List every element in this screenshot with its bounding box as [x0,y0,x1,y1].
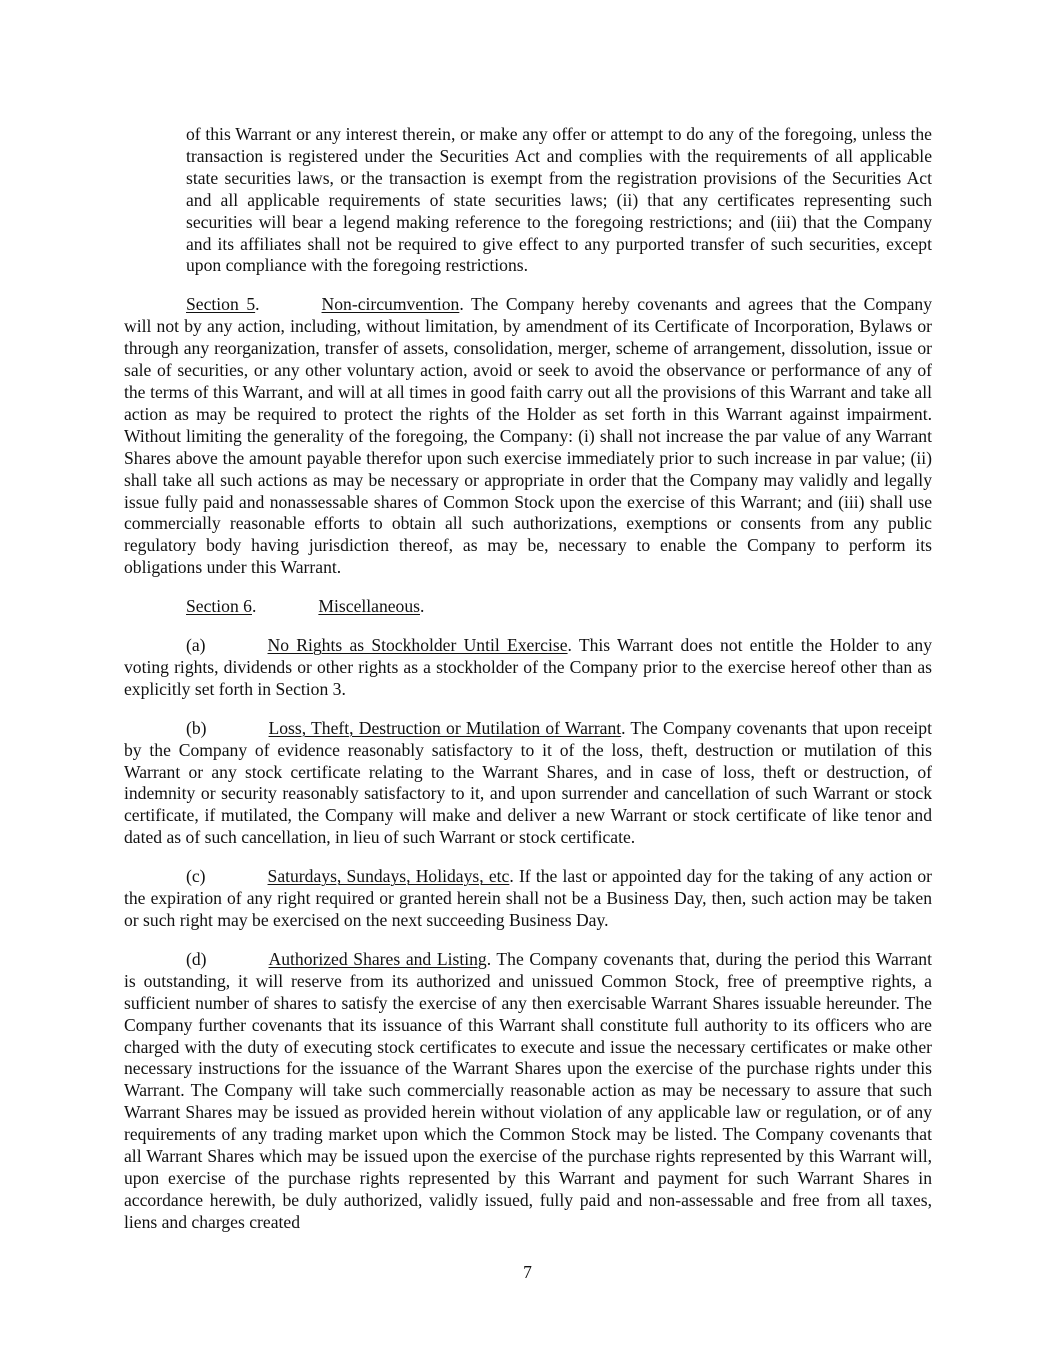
section-6-heading: Section 6. Miscellaneous. [186,596,425,617]
document-page [124,124,932,1251]
subsection-d-body: . The Company covenants that, during the period this Warrant is outstanding, it will reserve from its authorized and unissued Common Stock, free of preemptive rights, a sufficient number of shares to satisfy the exercise of any then exercisable Warrant Shares issuable hereunder. The Company further covenants that its issuance of this Warrant shall constitute full authority to its officers who are charged with the duty of executing stock certificates to execute and issue the necessary certificates or make other necessary instructions for the issuance of the Warrant Shares upon the exercise of the purchase rights under this Warrant. The Company will take such commercially reasonable action as may be necessary to assure that such Warrant Shares may be issued as provided herein without violation of any applicable law or regulation, or of any requirements of any trading market upon which the Common Stock may be listed. The Company covenants that all Warrant Shares which may be issued upon the exercise of the purchase rights represented by this Warrant will, upon exercise of the purchase rights represented by this Warrant and payment for such Warrant Shares in accordance herewith, be duly authorized, validly issued, fully paid and non-assessable and free from all taxes, liens and charges created [124,948,932,1232]
section-5-body: . The Company hereby covenants and agrees that the Company will not by any action, including, without limitation, by amendment of its Certificate of Incorporation, Bylaws or through any reorganization, transfer of assets, consolidation, merger, scheme of arrangement, dissolution, issue or sale of securities, or any other voluntary action, avoid or seek to avoid the observance or performance of any of the terms of this Warrant, and will at all times in good faith carry out all the provisions of this Warrant and take all action as may be required to protect the rights of the Holder as set forth in this Warrant against impairment. Without limiting the generality of the foregoing, the Company: (i) shall not increase the par value of any Warrant Shares above the amount payable therefor upon such exercise immediately prior to such increase in par value; (ii) shall take all such actions as may be necessary or appropriate in order that the Company may validly and legally issue fully paid and nonassessable shares of Common Stock upon the exercise of this Warrant; and (iii) shall use commercially reasonable efforts to obtain all such authorizations, exemptions or consents from any public regulatory body having jurisdiction thereof, as may be, necessary to enable the Company to perform its obligations under this Warrant. [124,294,932,578]
subsection-a-marker: (a) [186,635,206,656]
subsection-a-body: . This Warrant does not entitle the Holder to any voting rights, dividends or other rights as a stockholder of the Company prior to the exercise hereof other than as explicitly set forth in Section 3. [124,635,932,699]
section-5-label: Section 5 [186,294,256,315]
subsection-d [124,949,932,1234]
subsection-d-title: Authorized Shares and Listing [268,948,487,969]
subsection-a [124,635,932,701]
continuation-paragraph: of this Warrant or any interest therein, or make any offer or attempt to do any of the foregoing, unless the transaction is registered under the Securities Act and complies with the requirements of all applicable state securities laws, or the transaction is exempt from the registration provisions of the Securities Act and all applicable requirements of state securities laws; (ii) that any certificates representing such securities will bear a legend making reference to the foregoing restrictions; and (iii) that the Company and its affiliates shall not be required to give effect to any purported transfer of such securities, except upon compliance with the foregoing restrictions. [186,124,932,276]
subsection-c-body: . If the last or appointed day for the taking of any action or the expiration of any right required or granted herein shall not be a Business Day, then, such action may be taken or such right may be exercised on the next succeeding Business Day. [124,866,932,930]
subsection-b [124,718,932,849]
section-6-title: Miscellaneous [318,596,421,617]
subsection-c-title: Saturdays, Sundays, Holidays, etc [267,866,510,887]
section-6-label: Section 6 [186,596,252,617]
section-5-title: Non-circumvention [321,294,460,315]
subsection-b-marker: (b) [186,717,207,738]
subsection-c-marker: (c) [186,866,206,887]
subsection-c [124,866,932,932]
section-5-paragraph: Section 5. Non-circumvention. The Company hereby covenants and agrees that the Company will not by any action, including, without limitation, by amendment of its Certificate of Incorporation, Bylaws or through any reorganization, transfer of assets, consolidation, merger, scheme of arrangement, dissolution, issue or sale of securities, or any other voluntary action, avoid or seek to avoid the observance or performance of any of the terms of this Warrant, and will at all times in good faith carry out all the provisions of this Warrant and take all action as may be required to protect the rights of the Holder as set forth in this Warrant against impairment. Without limiting the generality of the foregoing, the Company: (i) shall not increase the par value of any Warrant Shares above the amount payable therefor upon such exercise immediately prior to such increase in par value; (ii) shall take all such actions as may be necessary or appropriate in order that the Company may validly and legally issue fully paid and nonassessable shares of Common Stock upon the exercise of this Warrant; and (iii) shall use commercially reasonable efforts to obtain all such authorizations, exemptions or consents from any public regulatory body having jurisdiction thereof, as may be, necessary to enable the Company to perform its obligations under this Warrant. [124,294,932,578]
subsection-a-title: No Rights as Stockholder Until Exercise [267,635,568,656]
page-number: 7 [523,1262,532,1282]
subsection-b-body: . The Company covenants that upon receipt by the Company of evidence reasonably satisfactory to it of the loss, theft, destruction or mutilation of this Warrant or any stock certificate relating to the Warrant Shares, and in case of loss, theft or destruction, of indemnity or security reasonably satisfactory to it, and upon surrender and cancellation of such Warrant or stock certificate, if mutilated, the Company will make and deliver a new Warrant or stock certificate of like tenor and dated as of such cancellation, in lieu of such Warrant or stock certificate. [124,717,932,848]
subsection-d-marker: (d) [186,948,207,969]
subsection-b-title: Loss, Theft, Destruction or Mutilation of Warrant [268,717,622,738]
